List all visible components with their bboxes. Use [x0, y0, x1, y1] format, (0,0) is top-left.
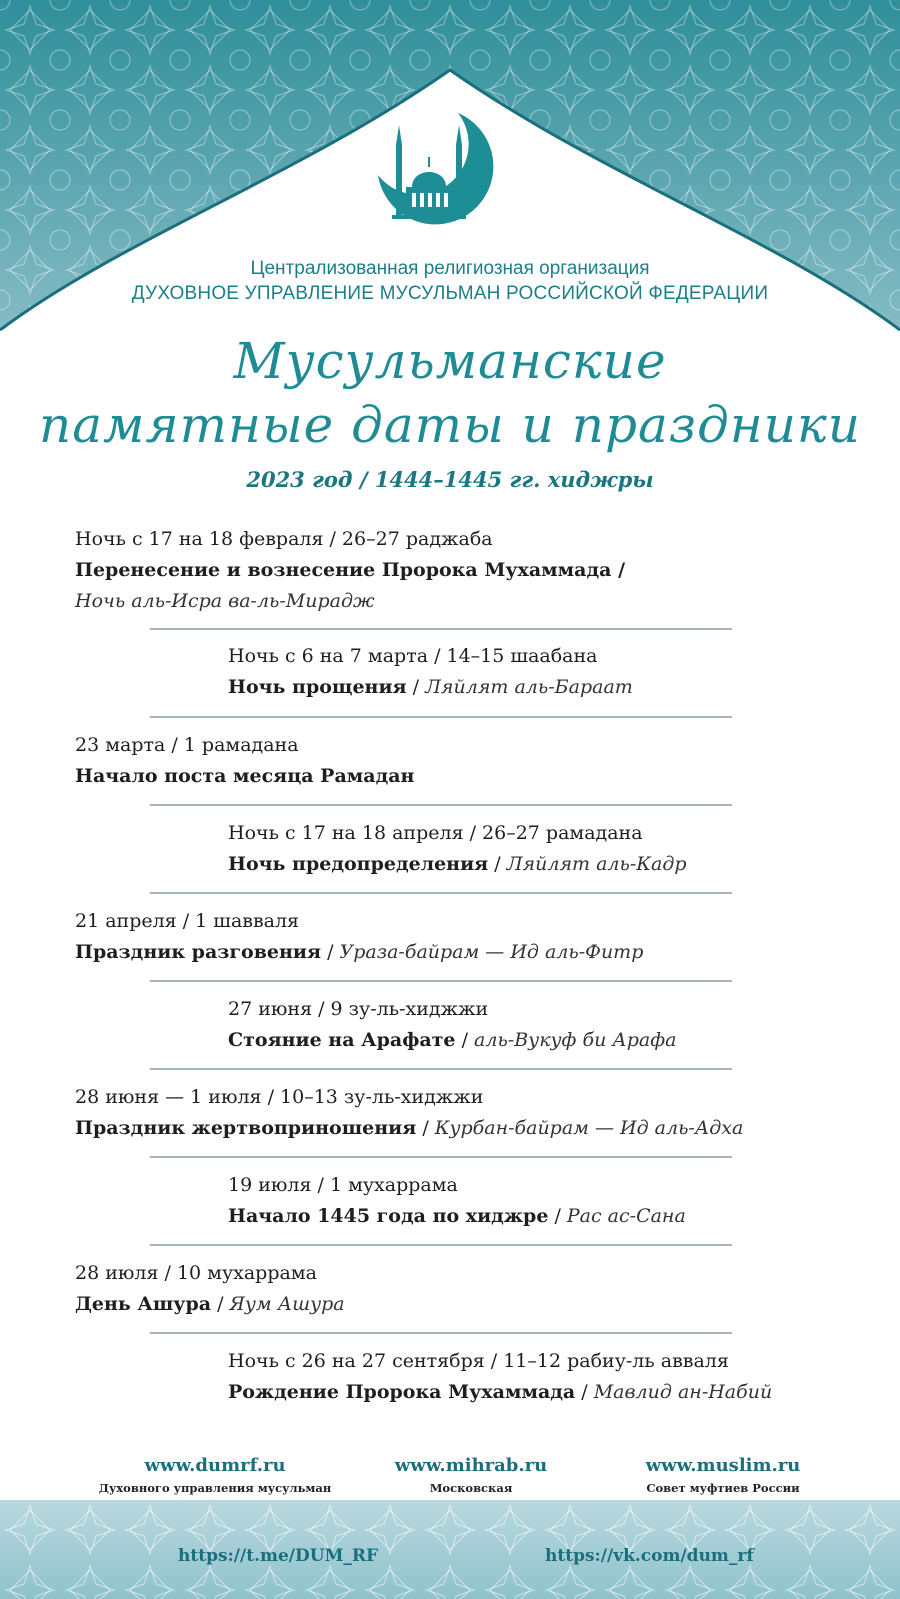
event-separator: / [416, 1117, 435, 1139]
vk-link[interactable]: https://vk.com/dum_rf [545, 1546, 754, 1566]
event-separator: / [406, 676, 426, 698]
event-date: 28 июля / 10 мухаррама [75, 1262, 317, 1284]
event-alt-name: Яум Ашура [229, 1293, 345, 1315]
site-url-link[interactable]: www.mihrab.ru [394, 1455, 548, 1476]
event-alt-name: Мавлид ан-Набий [593, 1381, 773, 1403]
event-name: Рождение Пророка Мухаммада [228, 1381, 576, 1403]
event-alt-name: Ночь аль-Исра ва-ль-Мирадж [75, 590, 375, 612]
event-item [228, 645, 633, 698]
event-separator: / [211, 1293, 230, 1315]
event-date: Ночь с 26 на 27 сентября / 11–12 рабиу-ль авваля [228, 1350, 729, 1372]
year-subtitle: 2023 год / 1444–1445 гг. хиджры [246, 467, 654, 492]
event-name: Начало 1445 года по хиджре [228, 1205, 549, 1227]
event-item [75, 1086, 743, 1139]
event-name: Перенесение и вознесение Пророка Мухаммада [75, 559, 612, 581]
event-item [75, 528, 625, 612]
event-alt-name: Рас ас-Сана [566, 1205, 686, 1227]
event-separator: / [488, 853, 507, 875]
event-name: Стояние на Арафате [228, 1029, 456, 1051]
event-date: 21 апреля / 1 шавваля [75, 910, 300, 932]
event-item [228, 998, 676, 1051]
title-line-2: памятные даты и праздники [39, 396, 861, 454]
event-item [228, 1350, 772, 1403]
event-date: Ночь с 17 на 18 февраля / 26–27 раджаба [75, 528, 493, 550]
event-alt-name: Курбан-байрам — Ид аль-Адха [434, 1117, 744, 1139]
event-name: День Ашура [75, 1293, 212, 1315]
event-name: Ночь предопределения [228, 853, 489, 875]
event-alt-name: Ляйлят аль-Бараат [425, 676, 633, 698]
divider [150, 804, 732, 806]
divider [150, 980, 732, 982]
event-separator: / [548, 1205, 567, 1227]
divider [150, 716, 732, 718]
event-name: Праздник жертвоприношения [75, 1117, 417, 1139]
title-line-1: Мусульманские [233, 332, 667, 390]
site-muslim [588, 1455, 858, 1497]
event-separator: / [455, 1029, 475, 1051]
event-alt-name: аль-Вукуф би Арафа [474, 1029, 677, 1051]
event-separator: / [575, 1381, 594, 1403]
event-date: 23 марта / 1 рамадана [75, 734, 299, 756]
event-alt-name: Ураза-байрам — Ид аль-Фитр [339, 941, 644, 963]
divider [150, 1068, 732, 1070]
footer-pattern-band [0, 1500, 900, 1599]
divider [150, 1332, 732, 1334]
event-date: 19 июля / 1 мухаррама [228, 1174, 458, 1196]
event-item [75, 910, 643, 963]
event-name: Праздник разговения [75, 941, 322, 963]
mosque-crescent-icon [370, 105, 530, 240]
event-separator: / [321, 941, 340, 963]
site-url-link[interactable]: www.dumrf.ru [144, 1455, 286, 1476]
event-date: 28 июня — 1 июля / 10–13 зу-ль-хиджжи [75, 1086, 484, 1108]
site-description: Московская [429, 1481, 513, 1495]
site-description: Совет муфтиев России [646, 1481, 800, 1495]
org-type-label: Централизованная религиозная организация [250, 258, 650, 279]
event-alt-name: Ляйлят аль-Кадр [506, 853, 687, 875]
event-item [228, 822, 687, 875]
event-item [75, 734, 414, 787]
event-date: 27 июня / 9 зу-ль-хиджжи [228, 998, 489, 1020]
site-description: Духовного управления мусульман [98, 1481, 332, 1495]
divider [150, 892, 732, 894]
divider [150, 1244, 732, 1246]
telegram-link[interactable]: https://t.me/DUM_RF [178, 1546, 379, 1566]
divider [150, 628, 732, 630]
event-date: Ночь с 17 на 18 апреля / 26–27 рамадана [228, 822, 643, 844]
event-date: Ночь с 6 на 7 марта / 14–15 шаабана [228, 645, 598, 667]
site-url-link[interactable]: www.muslim.ru [645, 1455, 801, 1476]
event-item [228, 1174, 686, 1227]
event-name: Ночь прощения [228, 676, 407, 698]
event-item [75, 1262, 345, 1315]
org-name-label: ДУХОВНОЕ УПРАВЛЕНИЕ МУСУЛЬМАН РОССИЙСКОЙ ФЕДЕРАЦИИ [131, 283, 769, 304]
event-separator: / [611, 559, 626, 581]
event-name: Начало поста месяца Рамадан [75, 765, 415, 787]
divider [150, 1156, 732, 1158]
